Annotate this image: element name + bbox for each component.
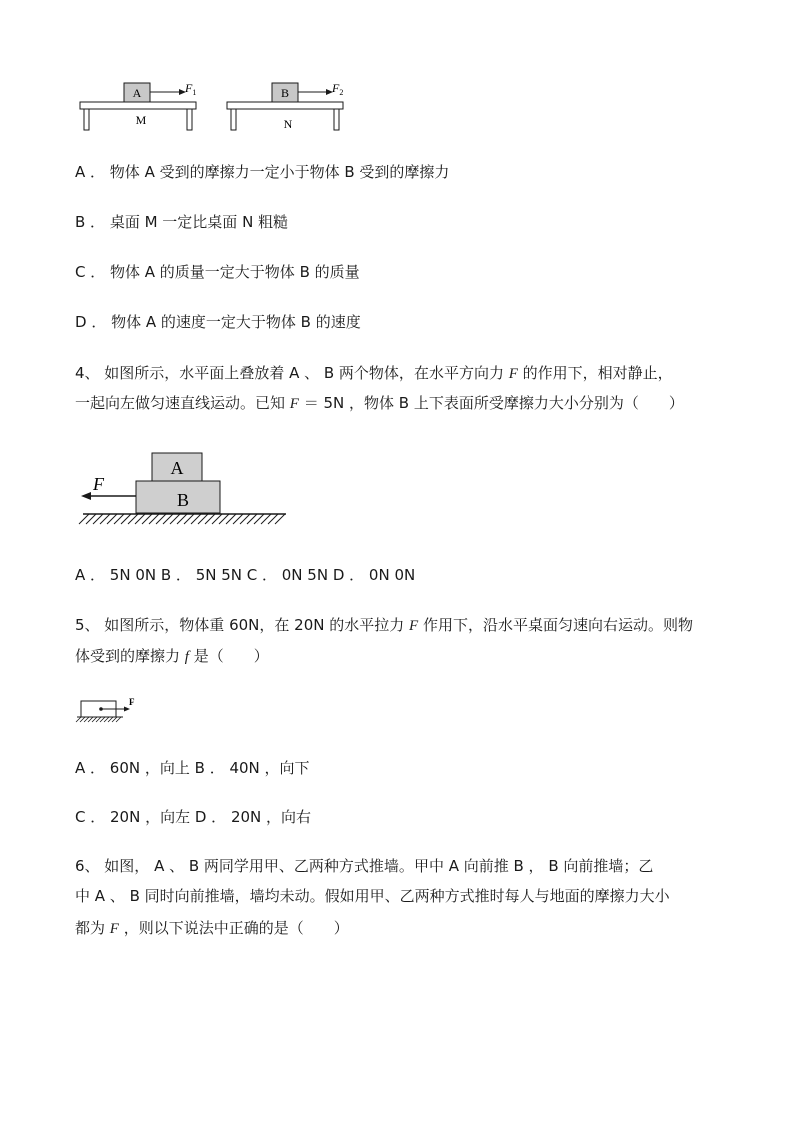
ground-hatching [76,717,121,722]
force-arrowhead [124,707,130,712]
block-b-label: B [280,86,290,100]
force-label: F [93,474,104,494]
force-f1-label: $F_1$ [185,81,197,97]
q3-figure [75,78,355,138]
table-n-label: N [283,117,293,131]
q3-option-d: D ． 物体 A 的速度一定大于物体 B 的速度 [75,313,361,331]
block-b-label: B [176,490,190,510]
q3-option-c: C ． 物体 A 的质量一定大于物体 B 的质量 [75,263,360,281]
q4-stem-line1: 4、 如图所示，水平面上叠放着 A 、 B 两个物体，在水平方向力 F 的作用下，相对静止， [75,364,673,382]
q6-stem-line3: 都为 F ，则以下说法中正确的是（ ） [75,919,349,937]
force-f2-label: $F_2$ [332,81,344,97]
q4-stem-line2: 一起向左做匀速直线运动。已知 F ＝ 5N ，物体 B 上下表面所受摩擦力大小分别为（ ） [75,394,684,412]
q3-option-a: A ． 物体 A 受到的摩擦力一定小于物体 B 受到的摩擦力 [75,163,450,181]
q6-stem-line2: 中 A 、 B 同时向前推墙，墙均未动。假如用甲、乙两种方式推时每人与地面的摩擦力大小 [75,887,670,905]
block-a-label: A [132,86,142,100]
q6-stem-line1: 6、 如图， A 、 B 两同学用甲、乙两种方式推墙。甲中 A 向前推 B ， B 向前推墙；乙 [75,857,654,875]
block-a-label: A [170,458,184,478]
q3-option-b: B ． 桌面 M 一定比桌面 N 粗糙 [75,213,289,231]
force-label: F [129,697,135,707]
q5-option-ab: A ． 60N ，向上 B ． 40N ，向下 [75,759,310,777]
table-m-label: M [135,113,147,127]
q5-figure [75,695,145,727]
q4-figure [75,450,290,535]
q5-stem-line1: 5、 如图所示，物体重 60N，在 20N 的水平拉力 F 作用下，沿水平桌面匀速向右运动。则物 [75,616,693,634]
force-arrowhead [81,492,91,500]
q5-stem-line2: 体受到的摩擦力 f 是（ ） [75,647,269,665]
q5-option-cd: C ． 20N ，向左 D ． 20N ，向右 [75,808,312,826]
q4-options: A ． 5N 0N B ． 5N 5N C ． 0N 5N D ． 0N 0N [75,566,416,584]
ground-hatching [79,514,285,524]
